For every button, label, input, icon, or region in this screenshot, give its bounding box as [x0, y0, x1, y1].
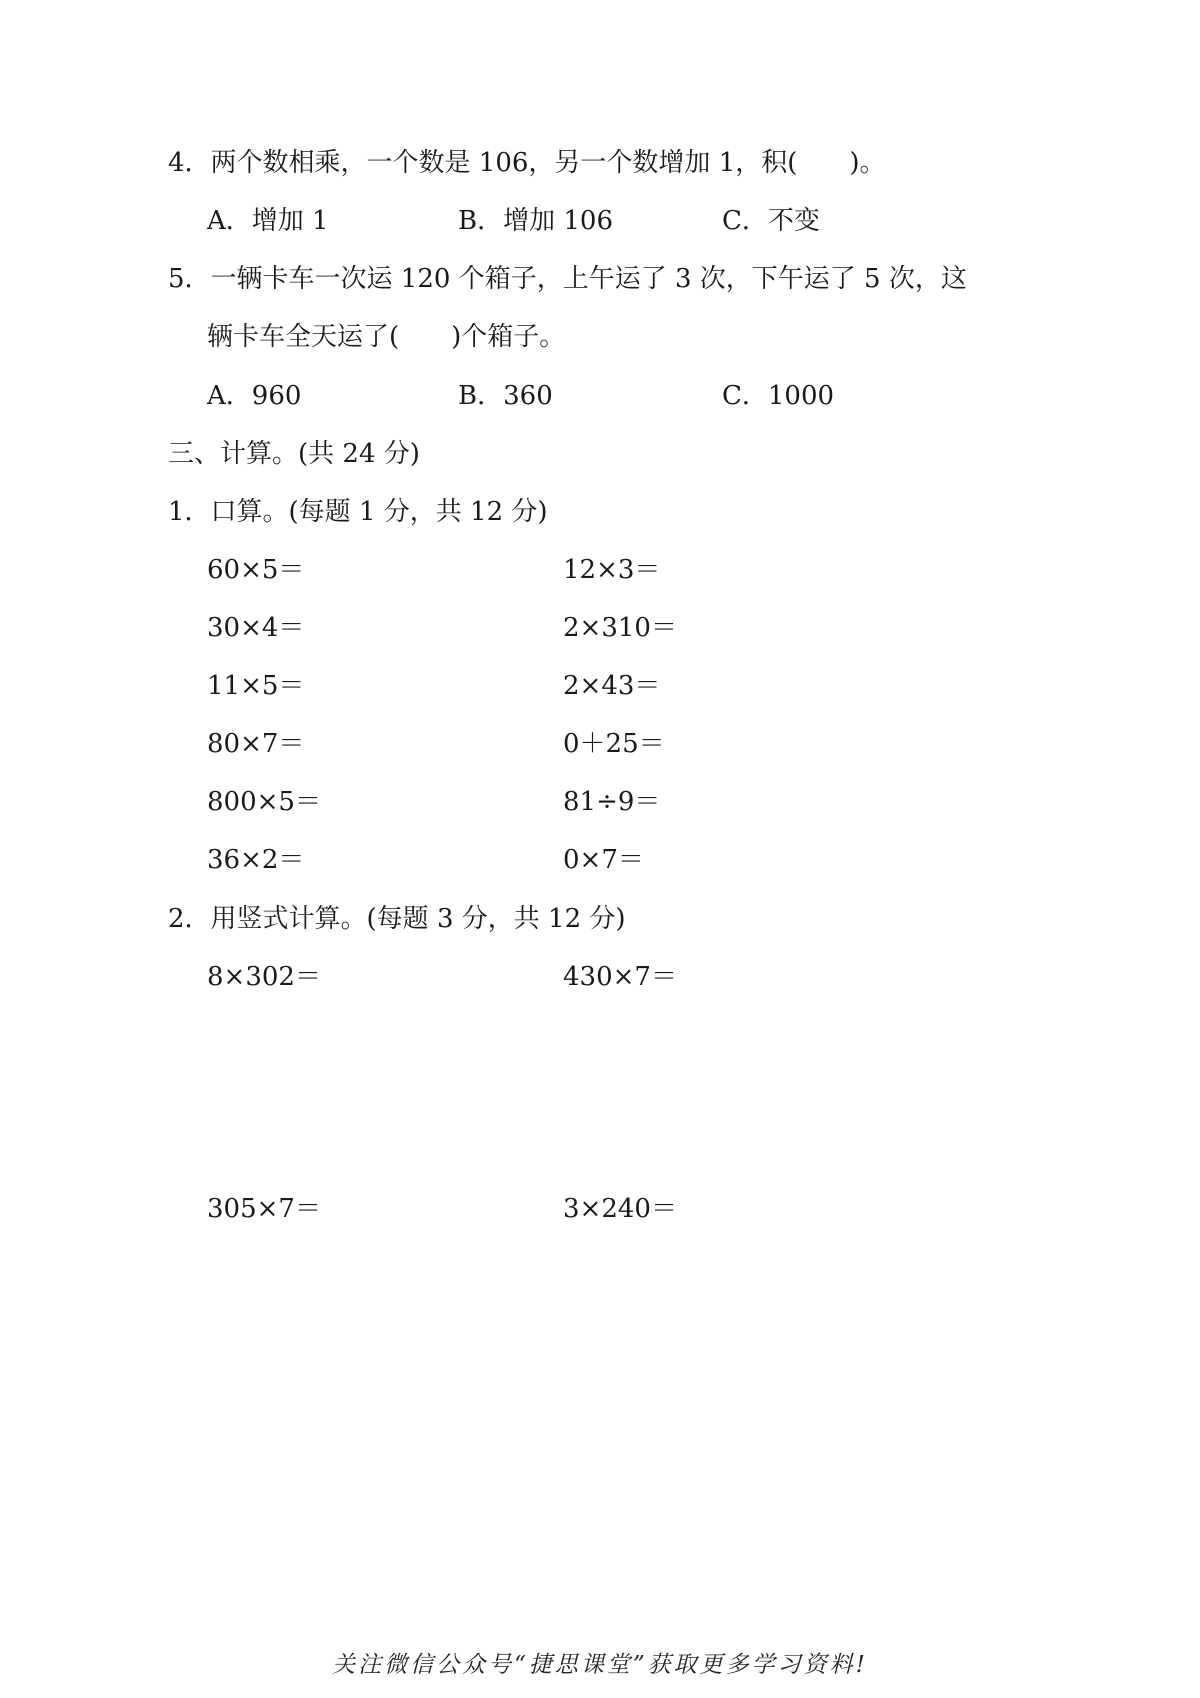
- oral-calc-item: 0×7＝: [563, 845, 644, 875]
- oral-calc-item: 800×5＝: [207, 787, 321, 817]
- section-3-title: 三、计算。(共 24 分): [168, 439, 420, 469]
- oral-calc-item: 0＋25＝: [563, 729, 665, 759]
- oral-calc-item: 2×43＝: [563, 671, 661, 701]
- vertical-calc-item: 305×7＝: [207, 1194, 321, 1224]
- vertical-calc-item: 8×302＝: [207, 962, 321, 992]
- question-5-option-b: B．360: [458, 381, 553, 411]
- oral-calc-item: 60×5＝: [207, 555, 305, 585]
- vertical-calc-item: 3×240＝: [563, 1194, 677, 1224]
- oral-calc-item: 2×310＝: [563, 613, 677, 643]
- question-4-option-c: C．不变: [722, 206, 820, 236]
- footer-promo-text: 关注微信公众号“捷思课堂”获取更多学习资料!: [332, 1652, 868, 1678]
- question-4-option-b: B．增加 106: [458, 206, 613, 236]
- oral-calc-item: 36×2＝: [207, 845, 305, 875]
- oral-calc-item: 81÷9＝: [563, 787, 661, 817]
- question-5-option-c: C．1000: [722, 381, 835, 411]
- oral-calc-item: 12×3＝: [563, 555, 661, 585]
- oral-calc-item: 11×5＝: [207, 671, 305, 701]
- part-2-title: 2．用竖式计算。(每题 3 分，共 12 分): [168, 904, 626, 934]
- question-4-stem: 4．两个数相乘，一个数是 106，另一个数增加 1，积( )。: [168, 148, 886, 178]
- vertical-calc-item: 430×7＝: [563, 962, 677, 992]
- part-1-title: 1．口算。(每题 1 分，共 12 分): [168, 497, 548, 527]
- oral-calc-item: 30×4＝: [207, 613, 305, 643]
- question-4-option-a: A．增加 1: [207, 206, 329, 236]
- oral-calc-item: 80×7＝: [207, 729, 305, 759]
- question-5-option-a: A．960: [207, 381, 302, 411]
- question-5-stem-line2: 辆卡车全天运了( )个箱子。: [207, 322, 566, 352]
- question-5-stem-line1: 5．一辆卡车一次运 120 个箱子，上午运了 3 次，下午运了 5 次，这: [168, 264, 967, 294]
